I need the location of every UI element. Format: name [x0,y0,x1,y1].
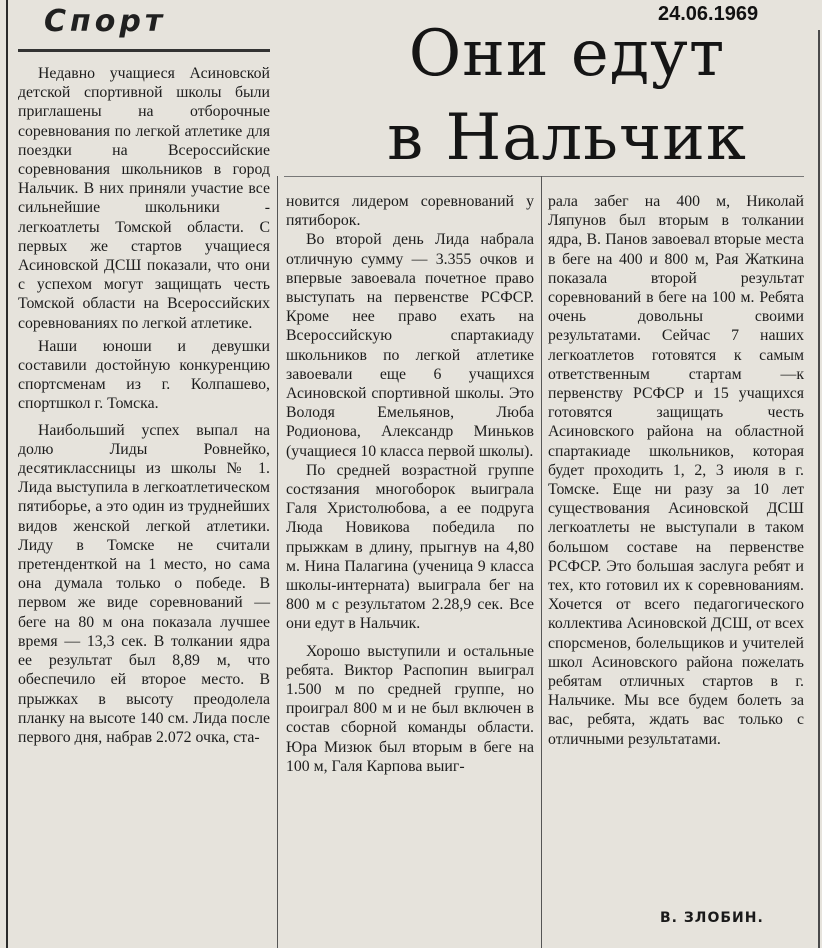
headline-divider [284,176,804,177]
paragraph: Наши юноши и девушки составили достойную конкуренцию спортсменам из г. Колпашево, спортшкол г. Томска. [18,337,270,413]
section-underline [18,49,270,52]
left-border-rule [6,0,8,948]
paragraph: Наибольший успех выпал на долю Лиды Ровнейко, десятиклассницы из школы № 1. Лида выступила в легкоатлетическом пятиборье, а это один из труднейших видов женской легкой атлетики. Лиду в Томске не считали претенденткой на 1 место, но сама она думала только о победе. В первом же виде соревнований — беге на 80 м она показала лучшее время — 13,3 сек. В толкании ядра ее результат был 8,89 м, что обеспечило ей второе место. В прыжках в высоту преодолела планку на высоте 140 см. Лида после первого дня, набрав 2.072 очка, ста- [18,421,270,746]
paragraph: По средней возрастной группе состязания многоборок выиграла Галя Христолюбова, а ее подруга Люда Новикова победила по прыжкам в длину, прыгнув на 4,80 м. Нина Палагина (ученица 9 класса школы-интерната) выиграла бег на 800 м с результатом 2.28,9 сек. Все они едут в Нальчик. [286,461,534,633]
column-divider-2 [541,176,542,948]
article-column-2 [286,192,534,776]
column-divider-1 [277,176,278,948]
paragraph: Недавно учащиеся Асиновской детской спортивной школы были приглашены на отборочные соревнования по легкой атлетике для поездки на Всероссийские соревнования школьников в город Нальчик. В них приняли участие все сильнейшие школьники - легкоатлеты Томской области. С первых же стартов учащиеся Асиновской ДСШ показали, что они с успехом могут защищать честь Томской области на Всероссийских соревнованиях по легкой атлетике. [18,65,270,332]
section-title: Спорт [44,4,167,39]
article-column-1 [18,64,270,747]
article-headline: Они едут в Нальчик [387,17,747,175]
author-signature: В. ЗЛОБИН. [660,910,764,926]
paragraph: Во второй день Лида набрала отличную сумму — 3.355 очков и впервые завоевала почетное право выступать на первенстве РСФСР. Кроме нее право ехать на Всероссийскую спартакиаду школьников по легкой атлетике завоевали еще 6 учащихся Асиновской спортивной школы. Это Володя Емельянов, Люба Родионова, Александр Миньков (учащиеся 10 класса первой школы). [286,231,534,460]
paragraph: рала забег на 400 м, Николай Ляпунов был вторым в толкании ядра, В. Панов завоевал вторые места в беге на 400 и 800 м, Рая Жаткина показала второй результат соревнований в беге на 100 м. Ребята очень довольны своими результатами. Сейчас 7 наших легкоатлетов готовятся к самым ответственным стартам —к первенству РСФСР и 15 учащихся готовятся защищать честь Асиновского района на областной спартакиаде школьников, которая будет проходить 1, 2, 3 июля в г. Томске. Еще ни разу за 10 лет существования Асиновской ДСШ легкоатлеты не выступали в таком большом составе на первенстве РСФСР. Это большая заслуга ребят и тех, кто готовил их к соревнованиям. Хочется от всего педагогического коллектива Асиновской ДСШ, от всех спорсменов, болельщиков и учителей школ Асиновского района пожелать ребятам отличных стартов в г. Нальчике. Мы все будем болеть за вас, ребята, ждать вас только с отличными результатами. [548,193,804,748]
date-stamp: 24.06.1969 [658,3,759,25]
paragraph: Хорошо выступили и остальные ребята. Виктор Распопин выиграл 1.500 м по средней группе, но проиграл 800 м и не был включен в состав сборной команды области. Юра Мизюк был вторым в беге на 100 м, Галя Карпова выиг- [286,642,534,775]
article-column-3 [548,192,804,749]
right-border-rule [818,30,820,948]
paragraph: новится лидером соревнований у пятиборок. [286,193,534,230]
